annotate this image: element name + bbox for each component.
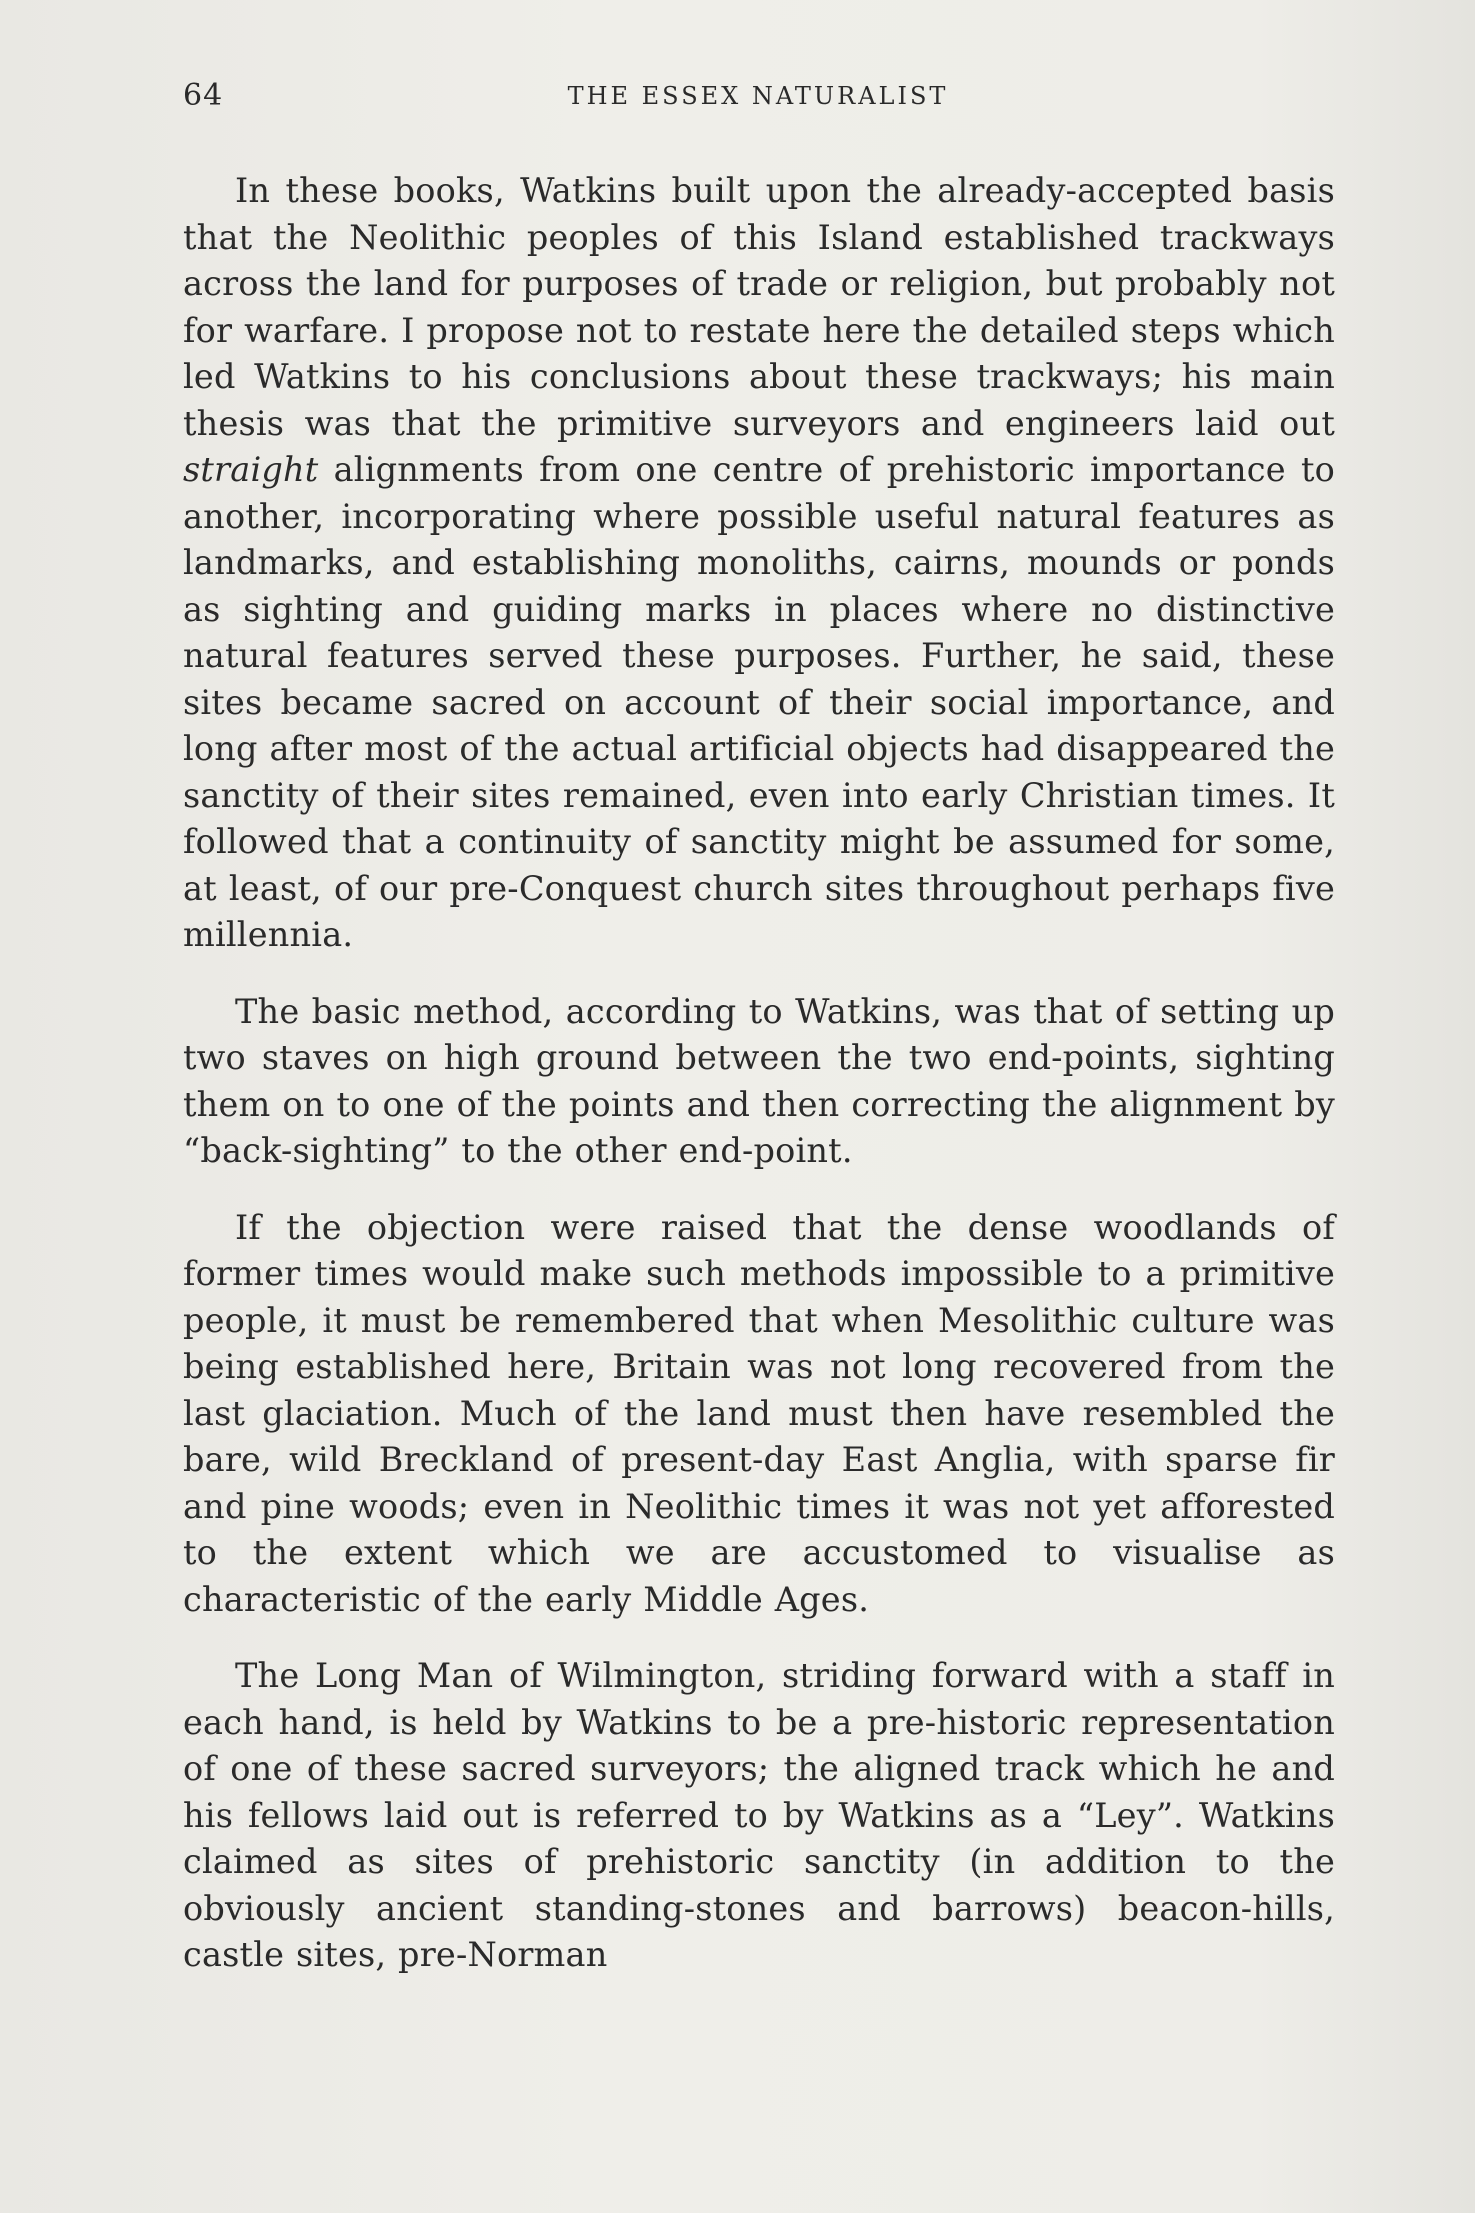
- paragraph-1-emphasis: straight: [183, 450, 319, 489]
- page-number: 64: [183, 78, 224, 113]
- paragraph-1: [183, 168, 1335, 959]
- paragraph-1-text-after: alignments from one centre of prehistoric importance to another, incorporating where possible useful natural features as landmarks, and establishing monoliths, cairns, mounds or ponds as sighting and guiding marks in places where no distinctive natural features served these purposes. Further, he said, these sites became sacred on account of their social importance, and long after most of the actual artificial objects had disappeared the sanctity of their sites remained, even into early Christian times. It followed that a continuity of sanctity might be assumed for some, at least, of our pre-Conquest church sites throughout perhaps five millennia.: [183, 450, 1335, 954]
- running-title: THE ESSEX NATURALIST: [567, 82, 949, 110]
- paragraph-3: If the objection were raised that the dense woodlands of former times would make such methods impossible to a primitive people, it must be remembered that when Mesolithic culture was being established here, Britain was not long recovered from the last glaciation. Much of the land must then have resembled the bare, wild Breckland of present-day East Anglia, with sparse fir and pine woods; even in Neolithic times it was not yet afforested to the extent which we are accustomed to visualise as characteristic of the early Middle Ages.: [183, 1207, 1335, 1619]
- paragraph-1-text-before: In these books, Watkins built upon the already-accepted basis that the Neolithic peoples of this Island established trackways across the land for purposes of trade or religion, but probably not for warfare. I propose not to restate here the detailed steps which led Watkins to his conclusions about these trackways; his main thesis was that the primitive surveyors and engineers laid out: [183, 171, 1335, 443]
- body-text: [183, 168, 1335, 1979]
- running-head: [183, 78, 1333, 118]
- paragraph-2: The basic method, according to Watkins, was that of setting up two staves on high ground between the two end-points, sighting them on to one of the points and then correcting the alignment by “back-sighting” to the other end-point.: [183, 991, 1335, 1170]
- paragraph-4: The Long Man of Wilmington, striding forward with a staff in each hand, is held by Watkins to be a pre-historic representation of one of these sacred surveyors; the aligned track which he and his fellows laid out is referred to by Watkins as a “Ley”. Watkins claimed as sites of prehistoric sanctity (in addition to the obviously ancient standing-stones and barrows) beacon-hills, castle sites, pre-Norman: [183, 1656, 1335, 1974]
